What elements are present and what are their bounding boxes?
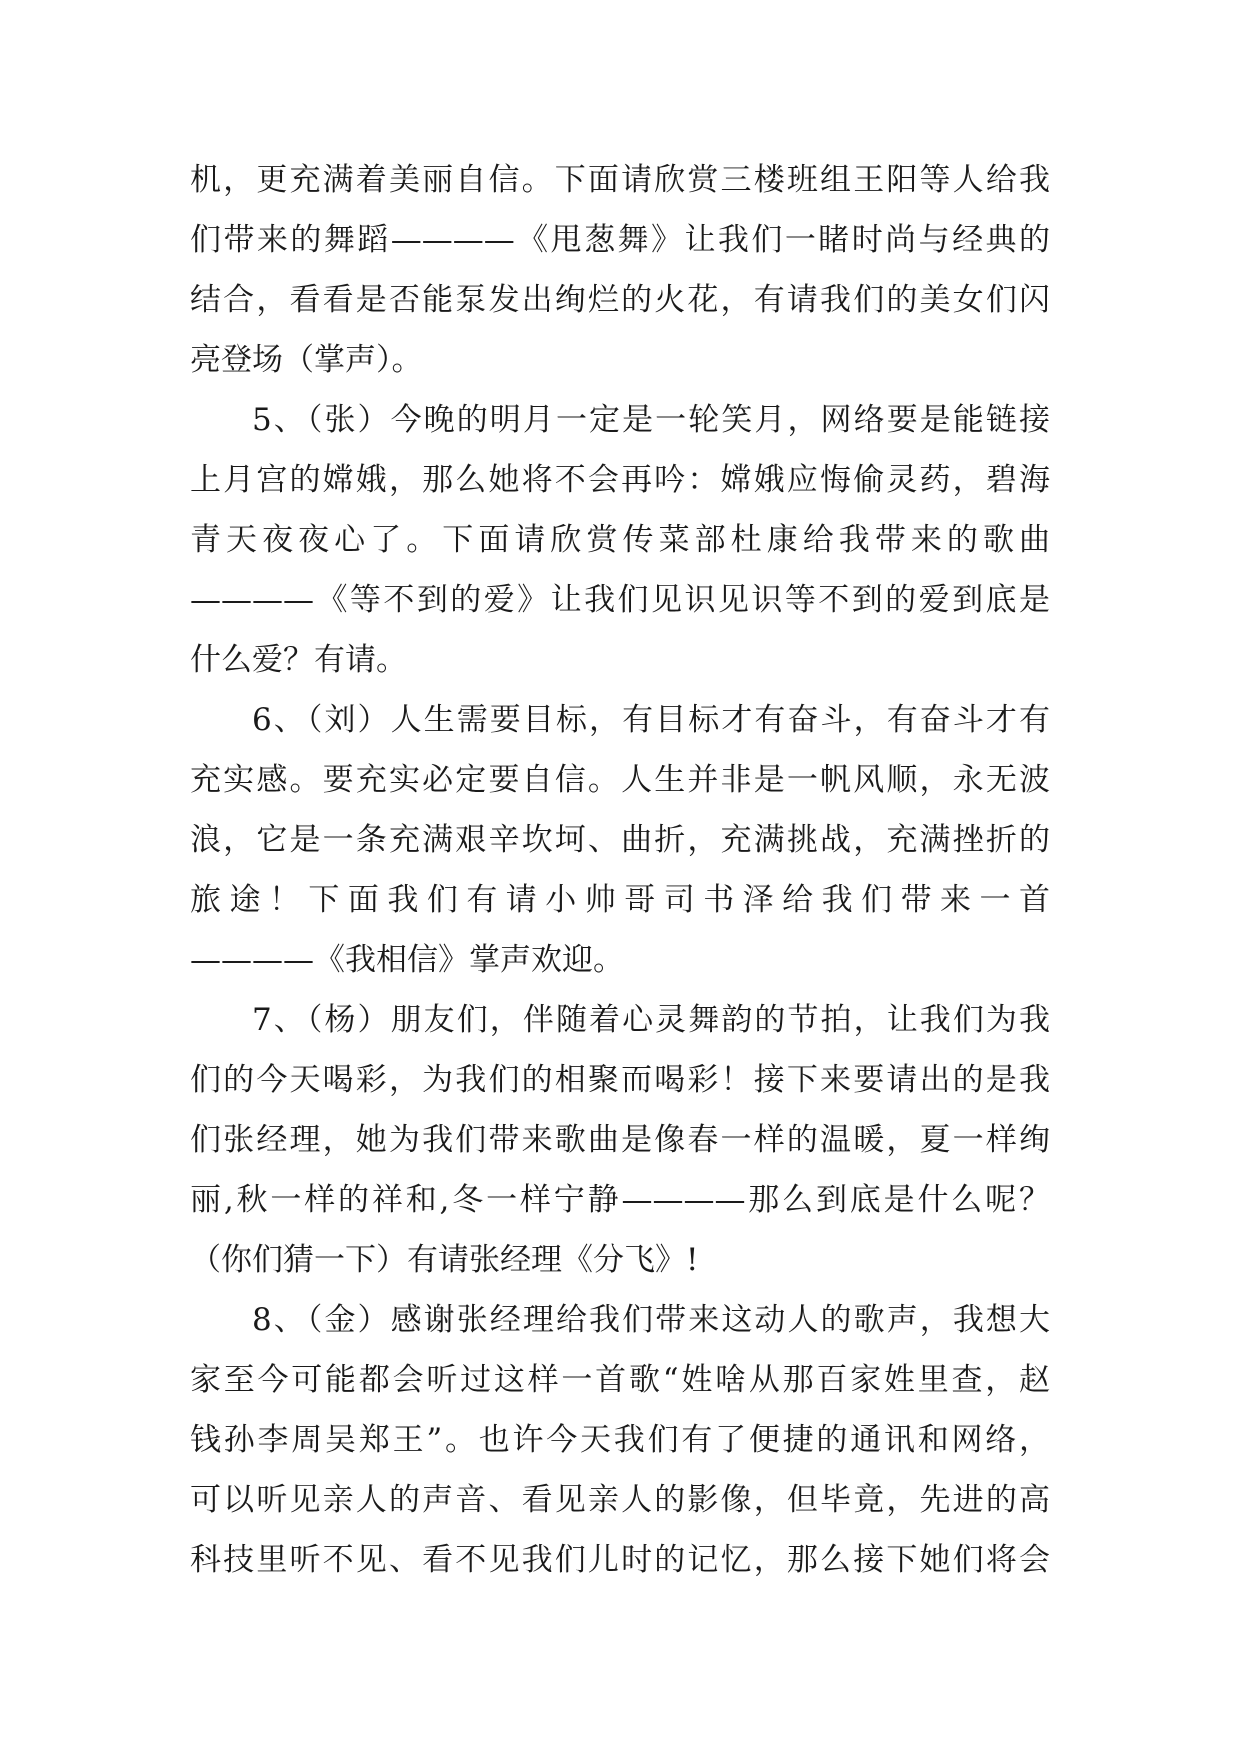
document-body [190, 150, 1050, 1590]
paragraph-start-line: 7、（杨）朋友们，伴随着心灵舞韵的节拍，让我们为我 [252, 1002, 1050, 1038]
text-line: ————《我相信》掌声欢迎。 [190, 942, 624, 978]
paragraph-start-line: 8、（金）感谢张经理给我们带来这动人的歌声，我想大 [252, 1302, 1050, 1338]
text-line: 可以听见亲人的声音、看见亲人的影像，但毕竟，先进的高 [190, 1482, 1050, 1518]
text-line: 上月宫的嫦娥，那么她将不会再吟：嫦娥应悔偷灵药，碧海 [190, 462, 1050, 498]
text-line: 科技里听不见、看不见我们儿时的记忆，那么接下她们将会 [190, 1542, 1050, 1578]
text-line: 们张经理，她为我们带来歌曲是像春一样的温暖，夏一样绚 [190, 1122, 1050, 1158]
text-line: 钱孙李周吴郑王”。也许今天我们有了便捷的通讯和网络， [190, 1422, 1050, 1458]
text-line: 们的今天喝彩，为我们的相聚而喝彩！接下来要请出的是我 [190, 1062, 1050, 1098]
text-line: 青天夜夜心了。下面请欣赏传菜部杜康给我带来的歌曲 [190, 522, 1050, 558]
text-line: 家至今可能都会听过这样一首歌“姓啥从那百家姓里查，赵 [190, 1362, 1050, 1398]
paragraph-start-line: 5、（张）今晚的明月一定是一轮笑月，网络要是能链接 [252, 402, 1050, 438]
text-line: 机，更充满着美丽自信。下面请欣赏三楼班组王阳等人给我 [190, 162, 1050, 198]
text-line: ————《等不到的爱》让我们见识见识等不到的爱到底是 [190, 582, 1050, 618]
text-line: 结合，看看是否能泵发出绚烂的火花，有请我们的美女们闪 [190, 282, 1050, 318]
text-line: 亮登场（掌声）。 [190, 342, 423, 378]
text-line: 什么爱？有请。 [190, 642, 407, 678]
paragraph-start-line: 6、（刘）人生需要目标，有目标才有奋斗，有奋斗才有 [252, 702, 1050, 738]
text-line: 浪，它是一条充满艰辛坎坷、曲折，充满挑战，充满挫折的 [190, 822, 1050, 858]
text-line: 充实感。要充实必定要自信。人生并非是一帆风顺，永无波 [190, 762, 1050, 798]
text-line: （你们猜一下）有请张经理《分飞》! [190, 1242, 699, 1278]
text-line: 丽,秋一样的祥和,冬一样宁静————那么到底是什么呢？ [190, 1182, 1050, 1218]
text-line: 旅途！下面我们有请小帅哥司书泽给我们带来一首 [190, 882, 1050, 918]
text-line: 们带来的舞蹈————《甩葱舞》让我们一睹时尚与经典的 [190, 222, 1050, 258]
